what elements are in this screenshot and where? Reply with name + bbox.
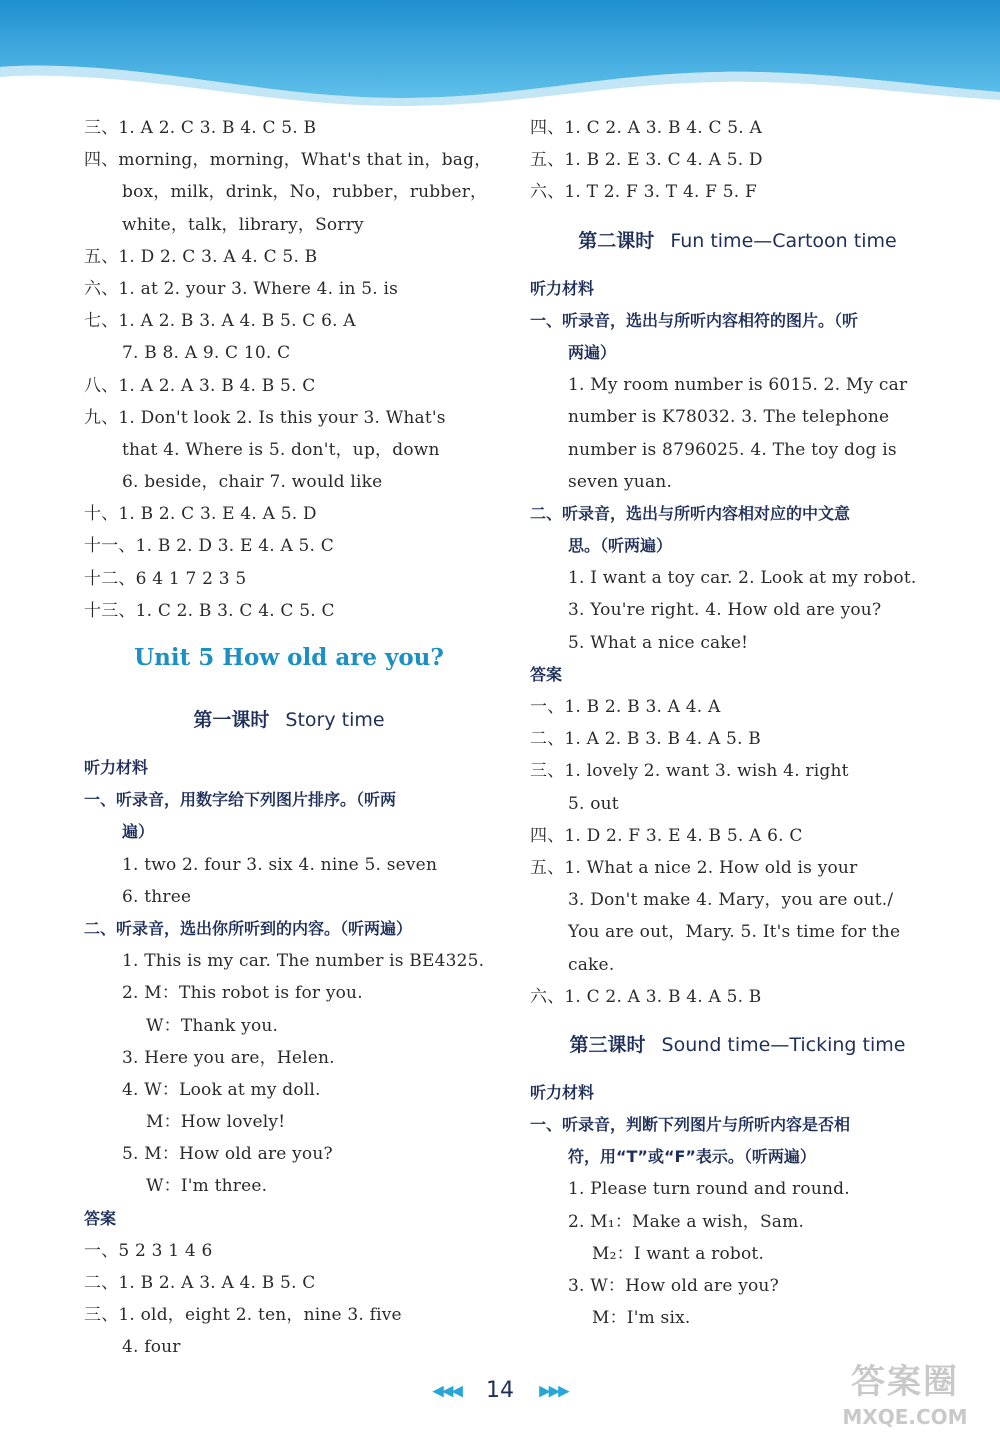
text-line: 十、1. B 2. C 3. E 4. A 5. D bbox=[84, 504, 317, 525]
text-line: 六、1. C 2. A 3. B 4. A 5. B bbox=[530, 986, 762, 1007]
watermark-url: MXQE.COM bbox=[842, 1405, 968, 1429]
text-line: 四、morning，morning，What's that in，bag， bbox=[84, 150, 492, 171]
lesson-3-en: Sound time—Ticking time bbox=[661, 1033, 906, 1056]
task-2-instruction: 二、听录音，选出你所听到的内容。（听两遍） bbox=[84, 918, 413, 938]
task-3-instruction: 一、听录音，判断下列图片与所听内容是否相 bbox=[530, 1115, 851, 1135]
text-line: 七、1. A 2. B 3. A 4. B 5. C 6. A bbox=[84, 311, 356, 332]
text-line: 一、1. B 2. B 3. A 4. A bbox=[530, 697, 721, 717]
text-line: 二、1. A 2. B 3. B 4. A 5. B bbox=[530, 729, 761, 750]
text-line: that 4. Where is 5. don't，up，down bbox=[122, 439, 440, 460]
left-previous-answers bbox=[84, 112, 494, 627]
text-line: 四、1. D 2. F 3. E 4. B 5. A 6. C bbox=[530, 825, 803, 846]
text-line: 1. Please turn round and round. bbox=[568, 1179, 850, 1200]
text-line: 十二、6 4 1 7 2 3 5 bbox=[84, 568, 247, 589]
answers-list bbox=[84, 1235, 494, 1364]
text-line: 三、1. A 2. C 3. B 4. C 5. B bbox=[84, 118, 317, 138]
text-line: white，talk，library，Sorry bbox=[122, 214, 364, 235]
task-3-transcript bbox=[530, 1173, 945, 1334]
text-line: 六、1. at 2. your 3. Where 4. in 5. is bbox=[84, 278, 399, 299]
task-2-transcript bbox=[84, 945, 494, 1203]
task-3-instruction-cont: 符，用“T”或“F”表示。（听两遍） bbox=[568, 1147, 816, 1167]
text-line: 4. four bbox=[122, 1337, 181, 1358]
text-line: 五、1. What a nice 2. How old is your bbox=[530, 857, 858, 878]
header-wave-banner bbox=[0, 0, 1000, 110]
text-line: 5. What a nice cake! bbox=[568, 632, 749, 653]
lesson-1-cn: 第一课时 bbox=[193, 709, 270, 731]
task-1-instruction-cont: 两遍） bbox=[568, 342, 617, 362]
lesson-1-en: Story time bbox=[285, 709, 385, 731]
answers-label: 答案 bbox=[530, 664, 563, 684]
text-line: 7. B 8. A 9. C 10. C bbox=[122, 343, 291, 364]
text-line: M：How lovely! bbox=[146, 1112, 286, 1133]
text-line: number is K78032. 3. The telephone bbox=[568, 407, 890, 428]
text-line: 3. W：How old are you? bbox=[568, 1276, 779, 1296]
text-line: 六、1. T 2. F 3. T 4. F 5. F bbox=[530, 182, 757, 203]
text-line: W：I'm three. bbox=[146, 1176, 268, 1197]
text-line: 6. three bbox=[122, 886, 192, 907]
text-line: 1. two 2. four 3. six 4. nine 5. seven bbox=[122, 854, 438, 875]
text-line: 二、1. B 2. A 3. A 4. B 5. C bbox=[84, 1273, 316, 1293]
text-line: 四、1. C 2. A 3. B 4. C 5. A bbox=[530, 118, 762, 138]
lesson-1-heading bbox=[84, 688, 494, 752]
next-arrows-icon: ▶▶▶ bbox=[539, 1381, 568, 1400]
text-line: You are out，Mary. 5. It's time for the bbox=[568, 922, 901, 943]
text-line: 三、1. lovely 2. want 3. wish 4. right bbox=[530, 761, 849, 782]
text-line: 6. beside，chair 7. would like bbox=[122, 472, 383, 493]
task-1-transcript bbox=[84, 849, 494, 913]
lesson-3-heading bbox=[530, 1013, 945, 1077]
text-line: 十三、1. C 2. B 3. C 4. C 5. C bbox=[84, 600, 335, 621]
listening-label: 听力材料 bbox=[84, 758, 149, 777]
task-1-instruction: 一、听录音，选出与所听内容相符的图片。（听 bbox=[530, 310, 859, 330]
lesson-2-heading bbox=[530, 209, 945, 273]
text-line: 三、1. old，eight 2. ten，nine 3. five bbox=[84, 1305, 402, 1326]
lesson-2-cn: 第二课时 bbox=[578, 229, 655, 252]
text-line: M：I'm six. bbox=[592, 1308, 691, 1329]
lesson-2-en: Fun time—Cartoon time bbox=[670, 229, 897, 252]
listening-label: 听力材料 bbox=[530, 278, 595, 298]
text-line: 1. This is my car. The number is BE4325. bbox=[122, 951, 485, 972]
task-2-instruction-cont: 思。（听两遍） bbox=[568, 536, 673, 556]
left-column bbox=[84, 112, 494, 1364]
text-line: seven yuan. bbox=[568, 471, 673, 492]
text-line: 1. I want a toy car. 2. Look at my robot. bbox=[568, 568, 917, 589]
task-1-instruction: 一、听录音，用数字给下列图片排序。（听两 bbox=[84, 790, 397, 810]
right-column bbox=[530, 112, 945, 1334]
text-line: 1. My room number is 6015. 2. My car bbox=[568, 375, 908, 396]
text-line: 一、5 2 3 1 4 6 bbox=[84, 1240, 213, 1261]
listening-label: 听力材料 bbox=[530, 1082, 595, 1102]
text-line: 4. W：Look at my doll. bbox=[122, 1079, 321, 1100]
text-line: 2. M₁：Make a wish，Sam. bbox=[568, 1211, 805, 1232]
text-line: M₂：I want a robot. bbox=[592, 1243, 765, 1264]
text-line: number is 8796025. 4. The toy dog is bbox=[568, 439, 897, 460]
answers-list bbox=[530, 691, 945, 1013]
lesson-3-cn: 第三课时 bbox=[569, 1033, 646, 1056]
text-line: 十一、1. B 2. D 3. E 4. A 5. C bbox=[84, 536, 334, 557]
unit-title: Unit 5 How old are you? bbox=[134, 644, 444, 671]
task-1-transcript bbox=[530, 369, 945, 498]
text-line: 3. Don't make 4. Mary，you are out./ bbox=[568, 890, 894, 911]
watermark-logo-text: 答案圈 bbox=[851, 1362, 959, 1402]
site-watermark bbox=[820, 1360, 990, 1440]
right-previous-answers bbox=[530, 112, 945, 209]
prev-arrows-icon: ◀◀◀ bbox=[432, 1381, 461, 1400]
text-line: 5. out bbox=[568, 793, 619, 814]
text-line: 九、1. Don't look 2. Is this your 3. What's bbox=[84, 407, 446, 428]
text-line: 八、1. A 2. A 3. B 4. B 5. C bbox=[84, 375, 316, 396]
text-line: W：Thank you. bbox=[146, 1015, 279, 1036]
text-line: 3. Here you are，Helen. bbox=[122, 1047, 335, 1068]
text-line: 五、1. D 2. C 3. A 4. C 5. B bbox=[84, 246, 318, 267]
page-number: 14 bbox=[486, 1378, 514, 1403]
text-line: box，milk，drink，No，rubber，rubber， bbox=[122, 182, 488, 203]
answers-label: 答案 bbox=[84, 1208, 117, 1228]
text-line: 5. M：How old are you? bbox=[122, 1144, 333, 1165]
text-line: 五、1. B 2. E 3. C 4. A 5. D bbox=[530, 150, 763, 171]
text-line: 2. M：This robot is for you. bbox=[122, 983, 363, 1004]
task-2-instruction: 二、听录音，选出与所听内容相对应的中文意 bbox=[530, 503, 851, 523]
task-1-instruction-cont: 遍） bbox=[122, 822, 155, 842]
text-line: 3. You're right. 4. How old are you? bbox=[568, 600, 882, 621]
text-line: cake. bbox=[568, 954, 615, 975]
task-2-transcript bbox=[530, 562, 945, 659]
